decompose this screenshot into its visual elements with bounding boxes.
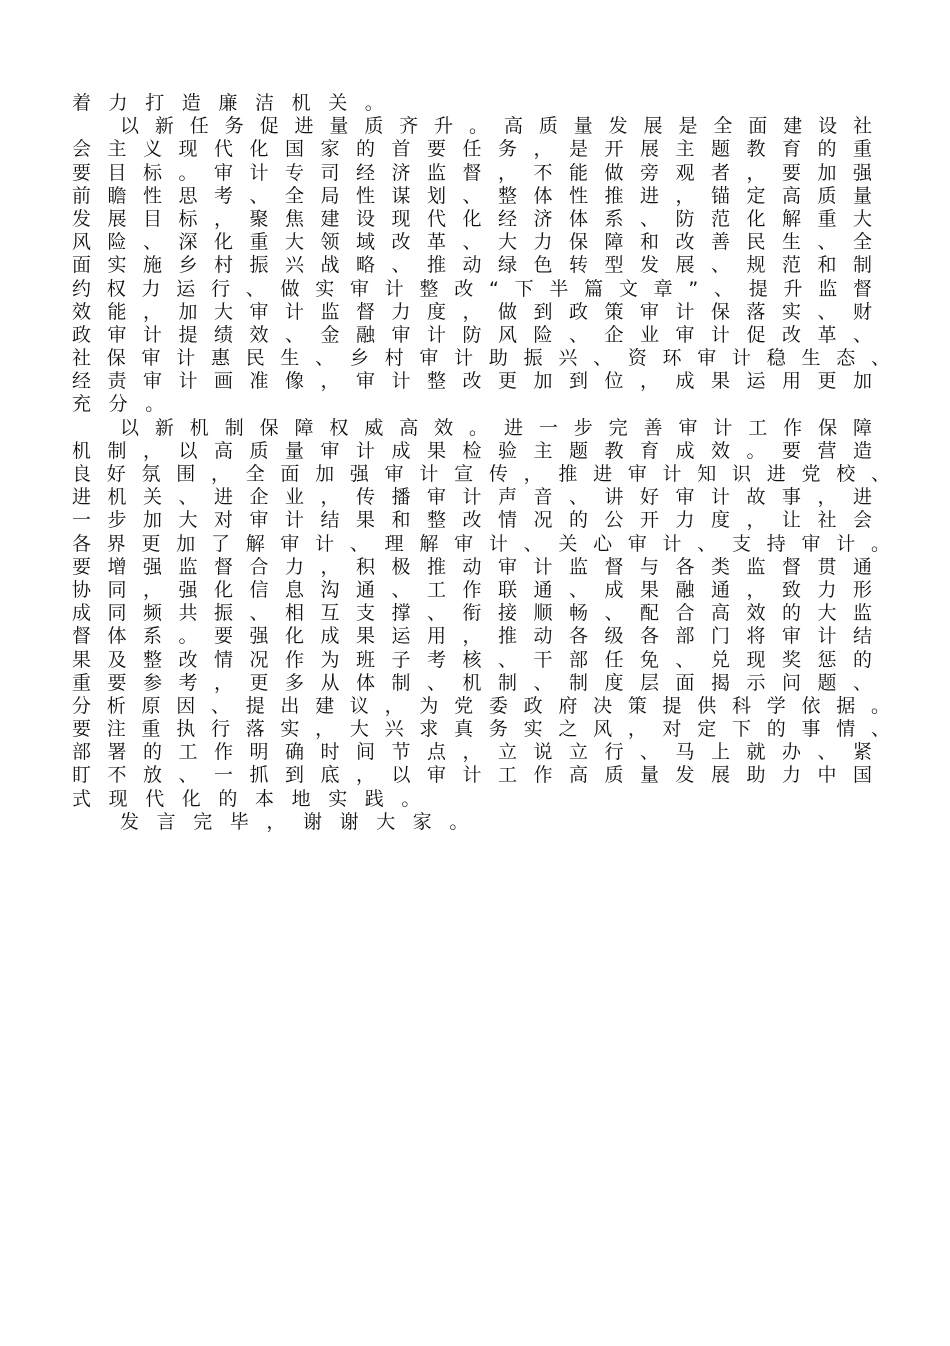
text-line: 良好氛围，全面加强审计宣传，推进审计知识进党校、 xyxy=(72,463,890,485)
text-line: 盯不放、一抓到底，以审计工作高质量发展助力中国 xyxy=(72,764,872,787)
text-line: 政审计提绩效、金融审计防风险、企业审计促改革、 xyxy=(72,323,872,346)
text-line: 要注重执行落实，大兴求真务实之风，对定下的事情、 xyxy=(72,718,890,741)
text-line: 式现代化的本地实践。 xyxy=(72,787,439,810)
paragraph-start-line: 以新机制保障权威高效。进一步完善审计工作保障 xyxy=(120,416,872,439)
body-text xyxy=(72,92,942,834)
text-line: 进机关、进企业，传播审计声音、讲好审计故事，进 xyxy=(72,486,872,509)
text-line: 效能，加大审计监督力度，做到政策审计保落实、财 xyxy=(72,300,872,323)
text-line: 约权力运行、做实审计整改“下半篇文章”、提升监督 xyxy=(72,277,872,300)
text-line: 重要参考，更多从体制、机制、制度层面揭示问题、 xyxy=(72,671,872,694)
text-line: 成同频共振、相互支撑、衔接顺畅、配合高效的大监 xyxy=(72,602,872,625)
text-line: 要目标。审计专司经济监督，不能做旁观者，要加强 xyxy=(72,161,872,184)
text-line: 风险、深化重大领域改革、大力保障和改善民生、全 xyxy=(72,231,872,254)
text-line: 部署的工作明确时间节点，立说立行、马上就办、紧 xyxy=(72,741,872,764)
text-line: 果及整改情况作为班子考核、干部任免、兑现奖惩的 xyxy=(72,648,872,671)
text-line: 会主义现代化国家的首要任务，是开展主题教育的重 xyxy=(72,138,872,161)
text-line: 协同，强化信息沟通、工作联通、成果融通，致力形 xyxy=(72,578,872,601)
text-line: 要增强监督合力，积极推动审计监督与各类监督贯通 xyxy=(72,555,872,578)
text-line: 社保审计惠民生、乡村审计助振兴、资环审计稳生态、 xyxy=(72,347,890,370)
text-line: 面实施乡村振兴战略、推动绿色转型发展、规范和制 xyxy=(72,254,872,277)
text-line: 着力打造廉洁机关。 xyxy=(72,92,402,114)
text-line: 分析原因、提出建议，为党委政府决策提供科学依据。 xyxy=(72,694,890,717)
text-line: 前瞻性思考、全局性谋划、整体性推进，锚定高质量 xyxy=(72,184,872,207)
text-line: 机制，以高质量审计成果检验主题教育成效。要营造 xyxy=(72,439,872,462)
text-line: 一步加大对审计结果和整改情况的公开力度，让社会 xyxy=(72,509,872,532)
text-line: 各界更加了解审计、理解审计、关心审计、支持审计。 xyxy=(72,532,890,555)
text-line: 督体系。要强化成果运用，推动各级各部门将审计结 xyxy=(72,625,872,648)
text-line: 充分。 xyxy=(72,393,182,416)
paragraph-start-line: 以新任务促进量质齐升。高质量发展是全面建设社 xyxy=(120,115,872,138)
text-line: 发展目标，聚焦建设现代化经济体系、防范化解重大 xyxy=(72,207,872,230)
closing-line: 发言完毕，谢谢大家。 xyxy=(120,810,487,833)
text-line: 经责审计画准像，审计整改更加到位，成果运用更加 xyxy=(72,370,872,393)
